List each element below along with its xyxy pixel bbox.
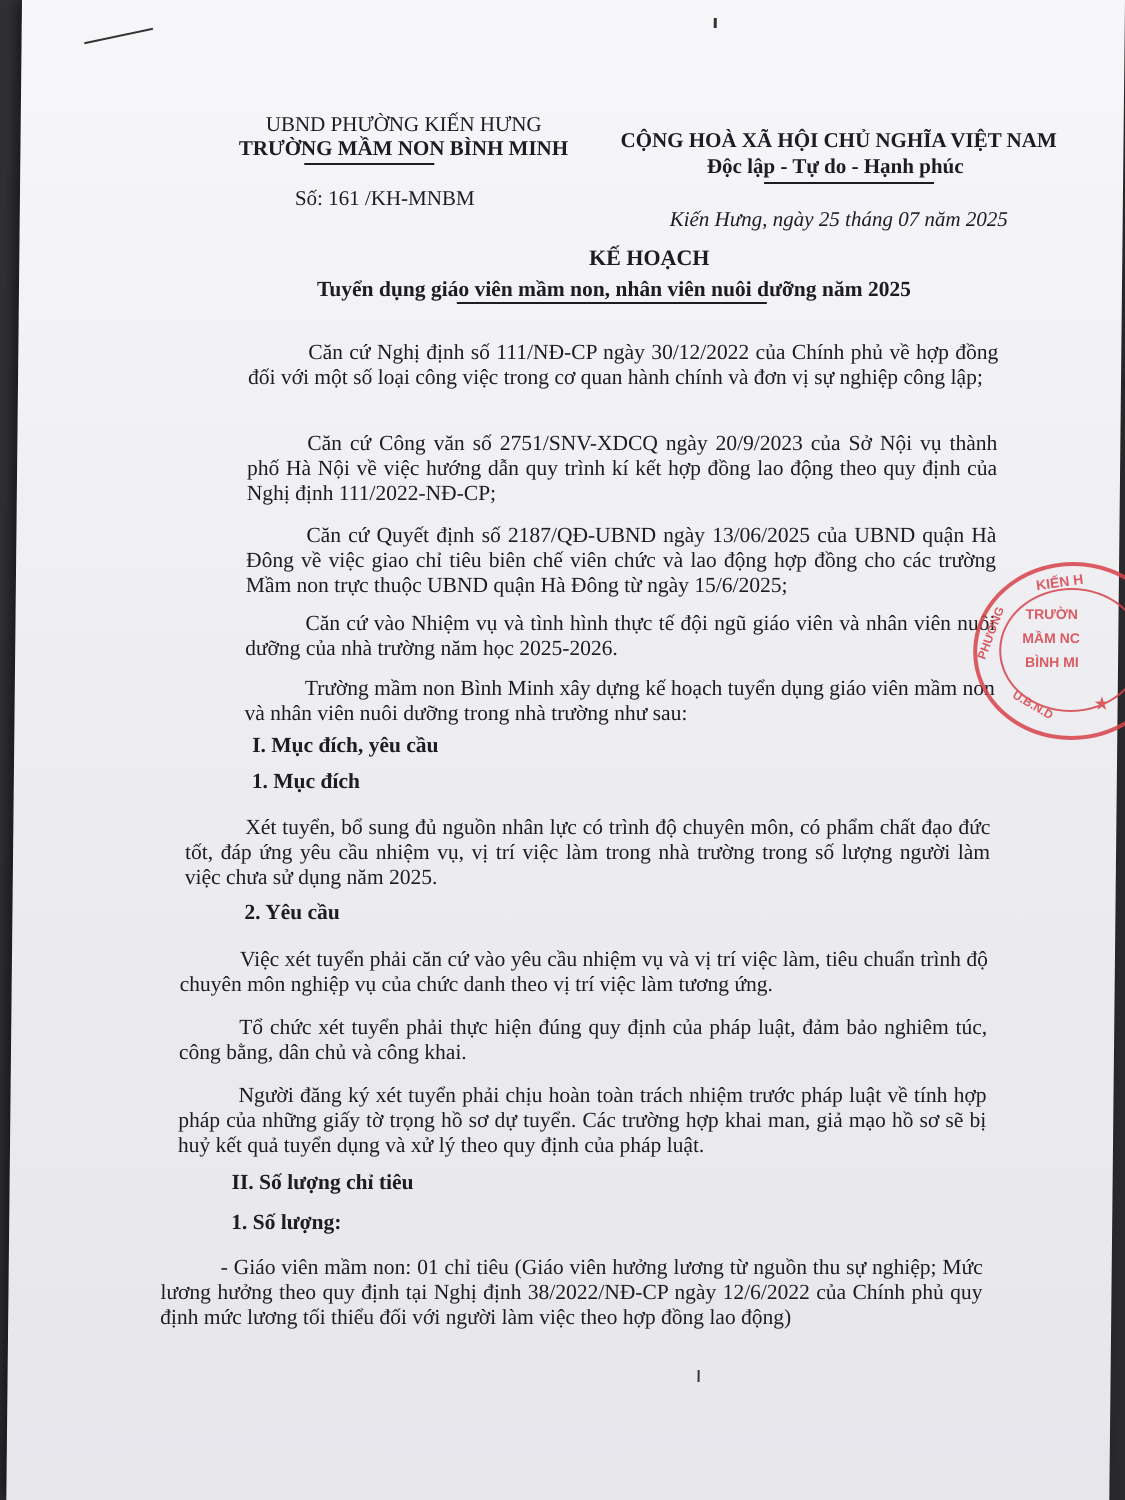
pen-tick <box>698 1370 700 1382</box>
document-page <box>6 0 1125 1500</box>
section-heading-purpose-requirements: I. Mục đích, yêu cầu <box>252 733 439 757</box>
document-content <box>6 0 1125 1500</box>
country-name: CỘNG HOÀ XÃ HỘI CHỦ NGHĨA VIỆT NAM <box>620 128 1057 152</box>
paragraph-requirement-1: Việc xét tuyển phải căn cứ vào yêu cầu nhiệm vụ và vị trí việc làm, tiêu chuẩn trình độ chuyên môn nghiệp vụ của chức danh theo vị trí việc làm tương ứng. <box>179 947 989 996</box>
paragraph-legal-basis-2: Căn cứ Công văn số 2751/SNV-XDCQ ngày 20/9/2023 của Sở Nội vụ thành phố Hà Nội về việc hướng dẫn quy trình kí kết hợp đồng lao động theo quy định của Nghị định 111/2022-NĐ-CP; <box>246 431 998 505</box>
paragraph-requirement-2: Tổ chức xét tuyển phải thực hiện đúng quy định của pháp luật, đảm bảo nghiêm túc, công bằng, dân chủ và công khai. <box>178 1015 988 1064</box>
subheading-quantity: 1. Số lượng: <box>231 1210 342 1234</box>
stamp-bottom-text: U.B.N.D <box>1010 687 1056 723</box>
document-subtitle: Tuyển dụng giáo viên mầm non, nhân viên nuôi dưỡng năm 2025 <box>316 277 912 301</box>
stamp-inner-line-1: TRƯỜN <box>1025 606 1078 622</box>
subtitle-underline <box>457 302 767 304</box>
document-number: Số: 161 /KH-MNBM <box>294 186 475 210</box>
paragraph-teacher-quota: - Giáo viên mầm non: 01 chỉ tiêu (Giáo viên hưởng lương từ nguồn thu sự nghiệp; Mức lương hưởng theo quy định tại Nghị định 38/2022/NĐ-CP ngày 12/6/2022 của Chính phủ quy định mức lương tối thiểu đối với người làm việc theo hợp đồng lao động) <box>160 1255 983 1329</box>
paragraph-legal-basis-1: Căn cứ Nghị định số 111/NĐ-CP ngày 30/12/2022 của Chính phủ về hợp đồng đối với một số loại công việc trong cơ quan hành chính và đơn vị sự nghiệp công lập; <box>247 340 999 389</box>
paragraph-purpose: Xét tuyển, bổ sung đủ nguồn nhân lực có trình độ chuyên môn, có phẩm chất đạo đức tốt, đáp ứng yêu cầu nhiệm vụ, vị trí việc làm trong nhà trường trong số lượng người làm việc chưa sử dụng năm 2025. <box>184 815 991 889</box>
stamp-inner-line-3: BÌNH MI <box>1024 654 1079 670</box>
section-heading-quota: II. Số lượng chỉ tiêu <box>231 1170 414 1194</box>
stamp-star-icon: ★ <box>1094 696 1110 713</box>
stamp-inner-line-2: MẦM NC <box>1022 630 1080 646</box>
pen-mark <box>84 28 153 45</box>
stamp-side-text: PHƯỜNG <box>974 604 1008 662</box>
school-name-underline <box>304 163 434 165</box>
national-motto: Độc lập - Tự do - Hạnh phúc <box>706 154 964 178</box>
pen-dot <box>714 18 717 28</box>
document-title: KẾ HOẠCH <box>588 245 710 270</box>
paragraph-legal-basis-3: Căn cứ Quyết định số 2187/QĐ-UBND ngày 13/06/2025 của UBND quận Hà Đông về việc giao chỉ tiêu biên chế viên chức và lao động hợp đồng cho các trường Mầm non trực thuộc UBND quận Hà Đông từ ngày 15/6/2025; <box>245 523 997 597</box>
paragraph-requirement-3: Người đăng ký xét tuyển phải chịu hoàn toàn trách nhiệm trước pháp luật về tính hợp pháp của những giấy tờ trọng hồ sơ dự tuyển. Các trường hợp khai man, giả mạo hồ sơ sẽ bị huỷ kết quả tuyển dụng và xử lý theo quy định của pháp luật. <box>177 1083 987 1157</box>
stamp-top-text: KIẾN H <box>1035 570 1085 594</box>
subheading-requirements: 2. Yêu cầu <box>244 900 340 924</box>
school-name: TRƯỜNG MẦM NON BÌNH MINH <box>238 136 569 160</box>
motto-underline <box>764 182 934 184</box>
paragraph-legal-basis-4: Căn cứ vào Nhiệm vụ và tình hình thực tế đội ngũ giáo viên và nhân viên nuôi dưỡng của nhà trường năm học 2025-2026. <box>245 611 996 660</box>
paragraph-intro: Trường mầm non Bình Minh xây dựng kế hoạch tuyển dụng giáo viên mầm non và nhân viên nuôi dưỡng trong nhà trường như sau: <box>244 676 995 725</box>
authority-name: UBND PHƯỜNG KIẾN HƯNG <box>265 112 542 136</box>
document-date: Kiến Hưng, ngày 25 tháng 07 năm 2025 <box>669 207 1008 231</box>
subheading-purpose: 1. Mục đích <box>251 769 361 793</box>
